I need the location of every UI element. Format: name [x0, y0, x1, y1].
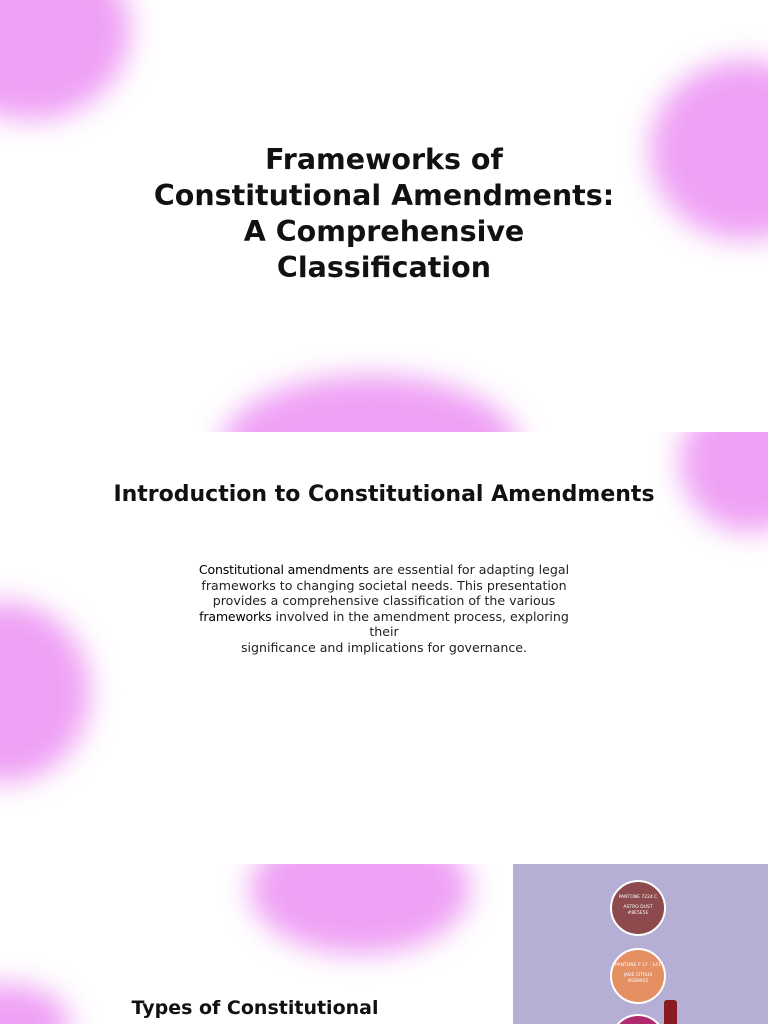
- slide-heading: Introduction to Constitutional Amendments: [113, 482, 655, 507]
- body-line: significance and implications for governance.: [240, 639, 528, 655]
- slide-title: [0, 0, 768, 432]
- title-line: Classification: [276, 251, 492, 284]
- color-swatch: [610, 1014, 666, 1024]
- body-line: [184, 609, 584, 640]
- swatch-code: PANTONE P 17 - 141: [615, 963, 661, 968]
- swatch-hex: #E8965E: [627, 979, 649, 984]
- body-text: are essential for adapting legal: [368, 562, 570, 577]
- title-line: Frameworks of: [265, 143, 503, 176]
- title-line: Constitutional Amendments:: [153, 179, 615, 212]
- decorative-blob: [250, 864, 470, 954]
- title-line: A Comprehensive: [243, 215, 525, 248]
- swatch-name: ASTRO DUST: [623, 905, 653, 910]
- bold-term: frameworks: [199, 608, 272, 624]
- body-line: provides a comprehensive classification of the various: [212, 593, 556, 608]
- body-text: involved in the amendment process, exploring their: [271, 608, 569, 639]
- slide-introduction: [0, 432, 768, 864]
- body-line: [184, 562, 584, 578]
- swatch-code: PANTONE 7224 C: [618, 895, 658, 900]
- body-line: frameworks to changing societal needs. This presentation: [201, 577, 567, 593]
- slide-types: [0, 864, 768, 1024]
- slide-body-text: [184, 562, 584, 655]
- decorative-blob: [0, 0, 130, 120]
- slide-heading: Types of Constitutional: [131, 997, 379, 1019]
- color-swatch-photo: [513, 864, 768, 1024]
- swatch-hex: #8E5E5E: [627, 911, 649, 916]
- color-swatch: [610, 948, 666, 1004]
- swatch-name: JADE CITRUS: [623, 973, 653, 978]
- decorative-blob: [220, 375, 520, 432]
- decorative-blob: [0, 602, 90, 782]
- lipstick-image: [664, 1000, 677, 1024]
- bold-term: Constitutional amendments: [198, 562, 369, 577]
- color-swatch: [610, 880, 666, 936]
- presentation-title: [84, 142, 684, 286]
